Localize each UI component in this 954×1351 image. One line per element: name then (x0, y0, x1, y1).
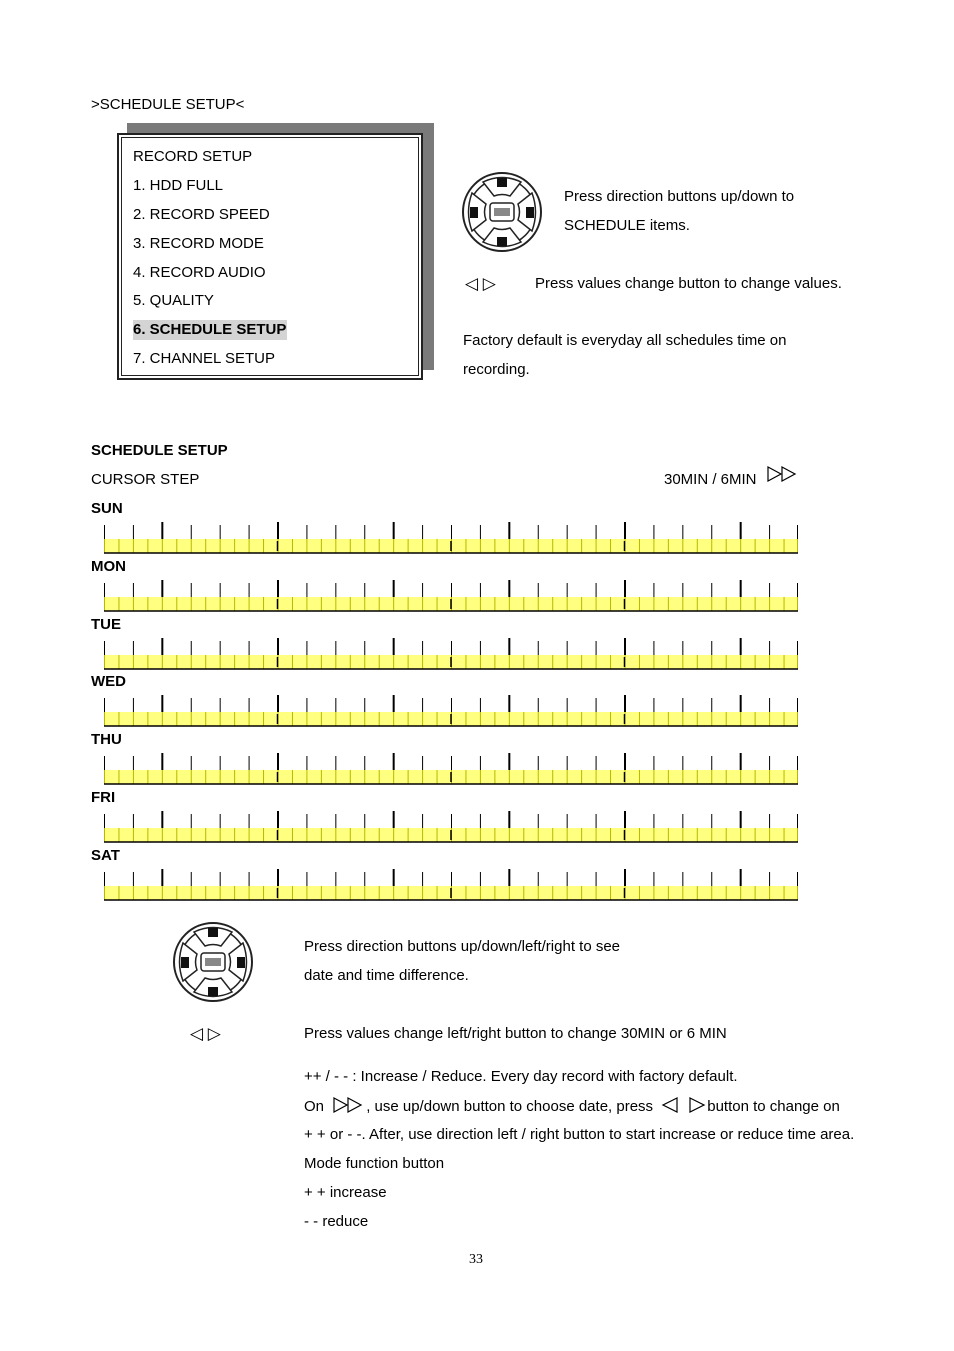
on-instruction-line (304, 1097, 840, 1115)
timeline-wed[interactable] (104, 695, 798, 735)
mode-function-line: Mode function button (304, 1155, 445, 1172)
page-header: >SCHEDULE SETUP< (91, 96, 245, 113)
on-prefix: On (304, 1098, 325, 1115)
nav-instruction-line1: Press direction buttons up/down to (564, 188, 795, 205)
menu-item-quality[interactable]: 5. QUALITY (133, 292, 214, 309)
page-number: 33 (469, 1252, 483, 1267)
nav-instruction-bottom-line2: date and time difference. (304, 967, 469, 984)
factory-default-line1: Factory default is everyday all schedules time on (463, 332, 787, 349)
on-suffix: button to change on (707, 1098, 840, 1115)
left-right-arrows-icon (657, 1097, 707, 1113)
left-right-arrows-icon: ◁ ▷ (190, 1024, 221, 1043)
day-label-tue: TUE (91, 615, 121, 633)
record-setup-menu (117, 133, 423, 380)
factory-default-line2: recording. (463, 361, 530, 378)
menu-item-record-speed[interactable]: 2. RECORD SPEED (133, 206, 270, 223)
navigation-pad-icon (172, 918, 254, 1006)
increase-line: + + increase (304, 1184, 387, 1201)
day-label-sun: SUN (91, 500, 123, 517)
timeline-mon[interactable] (104, 580, 798, 620)
menu-item-record-audio[interactable]: 4. RECORD AUDIO (133, 264, 266, 281)
menu-item-hdd-full[interactable]: 1. HDD FULL (133, 177, 224, 194)
day-label-thu: THU (91, 731, 122, 749)
timeline-thu[interactable] (104, 753, 798, 793)
cursor-step-label: CURSOR STEP (91, 471, 200, 488)
navigation-pad-icon (461, 168, 543, 256)
value-change-instruction: Press values change button to change values. (535, 275, 842, 292)
schedule-title: SCHEDULE SETUP (91, 442, 228, 459)
timeline-sat[interactable] (104, 869, 798, 909)
plus-minus-line: ++ / - - : Increase / Reduce. Every day record with factory default. (304, 1068, 738, 1085)
cursor-step-instruction: Press values change left/right button to change 30MIN or 6 MIN (304, 1025, 727, 1042)
timeline-sun[interactable] (104, 522, 798, 562)
timeline-fri[interactable] (104, 811, 798, 851)
reduce-line: - - reduce (304, 1213, 369, 1230)
cursor-step-value[interactable]: 30MIN / 6MIN (664, 471, 757, 488)
nav-instruction-bottom-line1: Press direction buttons up/down/left/right to see (304, 938, 621, 955)
nav-instruction-line2: SCHEDULE items. (564, 217, 690, 234)
fast-forward-icon[interactable] (767, 465, 799, 483)
day-label-fri: FRI (91, 789, 116, 806)
timeline-tue[interactable] (104, 638, 798, 678)
after-instruction-line: + + or - -. After, use direction left / right button to start increase or reduce time area. (304, 1126, 855, 1143)
menu-item-channel-setup[interactable]: 7. CHANNEL SETUP (133, 350, 275, 367)
menu-item-record-mode[interactable]: 3. RECORD MODE (133, 235, 264, 252)
menu-item-schedule-setup[interactable]: 6. SCHEDULE SETUP (133, 321, 287, 338)
menu-title: RECORD SETUP (133, 148, 253, 165)
day-label-sat: SAT (91, 846, 120, 864)
day-label-wed: WED (91, 673, 126, 691)
left-right-arrows-icon: ◁ ▷ (465, 274, 496, 293)
on-mid: , use up/down button to choose date, press (366, 1098, 654, 1115)
fast-forward-icon (332, 1097, 366, 1113)
day-label-mon: MON (91, 557, 126, 575)
